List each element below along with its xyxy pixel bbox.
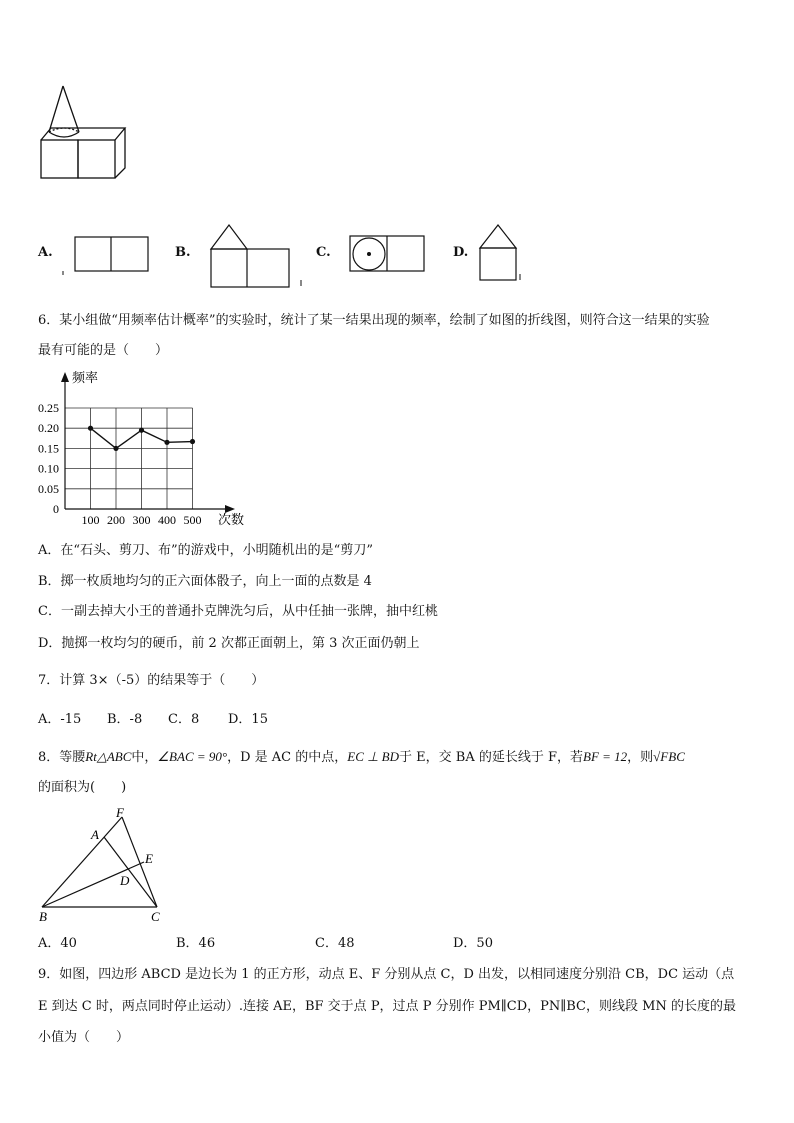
x-tick-label: 400 (158, 513, 176, 527)
x-axis-label: 次数 (218, 512, 245, 527)
q8-fbc: √FBC (653, 749, 685, 764)
q8-stem-part-a: 8．等腰 (38, 750, 86, 765)
y-tick-label: 0.05 (38, 481, 59, 496)
y-tick-label: 0.20 (38, 421, 59, 436)
triangle-figure (30, 805, 170, 923)
label-a: A (91, 827, 99, 842)
y-tick-label: 0.10 (38, 461, 59, 476)
q6-option-d: D．抛掷一枚均匀的硬币，前 2 次都正面朝上，第 3 次正面仍朝上 (38, 636, 420, 651)
label-d: D (120, 873, 130, 888)
q5-option-d-label: D. (453, 245, 469, 260)
q8-perp: EC ⊥ BD (347, 749, 400, 764)
q8-stem-part-b: 中， (131, 750, 158, 765)
q8-option-a: A．40 (38, 936, 77, 951)
q7-option-d: D．15 (228, 712, 268, 727)
y-tick-label: 0.15 (38, 441, 59, 456)
q8-triangle: Rt△ABC (85, 749, 132, 764)
q5-option-b-view (205, 222, 305, 290)
q8-stem-line2: 的面积为( ) (38, 780, 127, 795)
frequency-line-chart (28, 368, 258, 533)
y-axis-label: 频率 (72, 370, 99, 385)
q6-option-c: C．一副去掉大小王的普通扑克牌洗匀后，从中任抽一张牌，抽中红桃 (38, 604, 438, 619)
data-point (190, 439, 195, 444)
y-tick-label: 0 (53, 502, 59, 516)
q8-stem-line1 (38, 749, 685, 766)
q5-option-a-label: A. (38, 245, 53, 260)
q5-option-d-view (476, 222, 524, 284)
q6-stem-line1: 6．某小组做“用频率估计概率”的实验时，统计了某一结果出现的频率，绘制了如图的折线图，则符合这一结果的实验 (38, 313, 710, 328)
x-tick-label: 100 (81, 513, 100, 527)
data-point (139, 428, 144, 433)
q8-stem-part-e: ，则 (627, 750, 654, 765)
q5-option-c-label: C. (316, 245, 331, 260)
label-b: B (39, 909, 47, 923)
q7-option-b: B．-8 (107, 712, 143, 727)
q8-angle: ∠BAC = 90° (157, 749, 228, 764)
x-tick-label: 300 (132, 513, 151, 527)
q5-option-a-view (62, 235, 154, 277)
y-tick-label: 0.25 (38, 401, 59, 415)
q9-stem-line1: 9．如图，四边形 ABCD 是边长为 1 的正方形，动点 E、F 分别从点 C，D 出发，以相同速度分别沿 CB，DC 运动（点 (38, 967, 735, 982)
data-point (88, 426, 93, 431)
q7-stem: 7．计算 3×（-5）的结果等于（ ） (38, 673, 265, 688)
data-point (164, 440, 169, 445)
q9-stem-line2: E 到达 C 时，两点同时停止运动）.连接 AE，BF 交于点 P，过点 P 分别作 PM∥CD，PN∥BC，则线段 MN 的长度的最 (38, 999, 736, 1014)
q6-option-a: A．在“石头、剪刀、布”的游戏中，小明随机出的是“剪刀” (38, 543, 373, 558)
data-point (113, 446, 118, 451)
q8-stem-part-c: ，D 是 AC 的中点， (227, 750, 348, 765)
q5-option-c-view (348, 234, 428, 274)
x-tick-label: 200 (107, 513, 125, 527)
q8-option-d: D．50 (453, 936, 493, 951)
label-f: F (116, 805, 124, 820)
q6-option-b: B．掷一枚质地均匀的正六面体骰子，向上一面的点数是 4 (38, 574, 372, 589)
q8-stem-part-d: 于 E，交 BA 的延长线于 F，若 (399, 750, 583, 765)
q8-option-c: C．48 (315, 936, 355, 951)
label-c: C (151, 909, 160, 923)
q6-stem-line2: 最有可能的是（ ） (38, 343, 169, 358)
q8-option-b: B．46 (176, 936, 216, 951)
q7-option-c: C．8 (168, 712, 200, 727)
q7-option-a: A．-15 (38, 712, 82, 727)
cone-on-cubes-figure (35, 80, 135, 185)
q5-option-b-label: B. (175, 245, 191, 260)
q8-bf: BF = 12 (583, 749, 628, 764)
label-e: E (145, 851, 153, 866)
x-tick-label: 500 (183, 513, 202, 527)
q9-stem-line3: 小值为（ ） (38, 1030, 130, 1045)
y-axis-arrow (61, 372, 69, 382)
